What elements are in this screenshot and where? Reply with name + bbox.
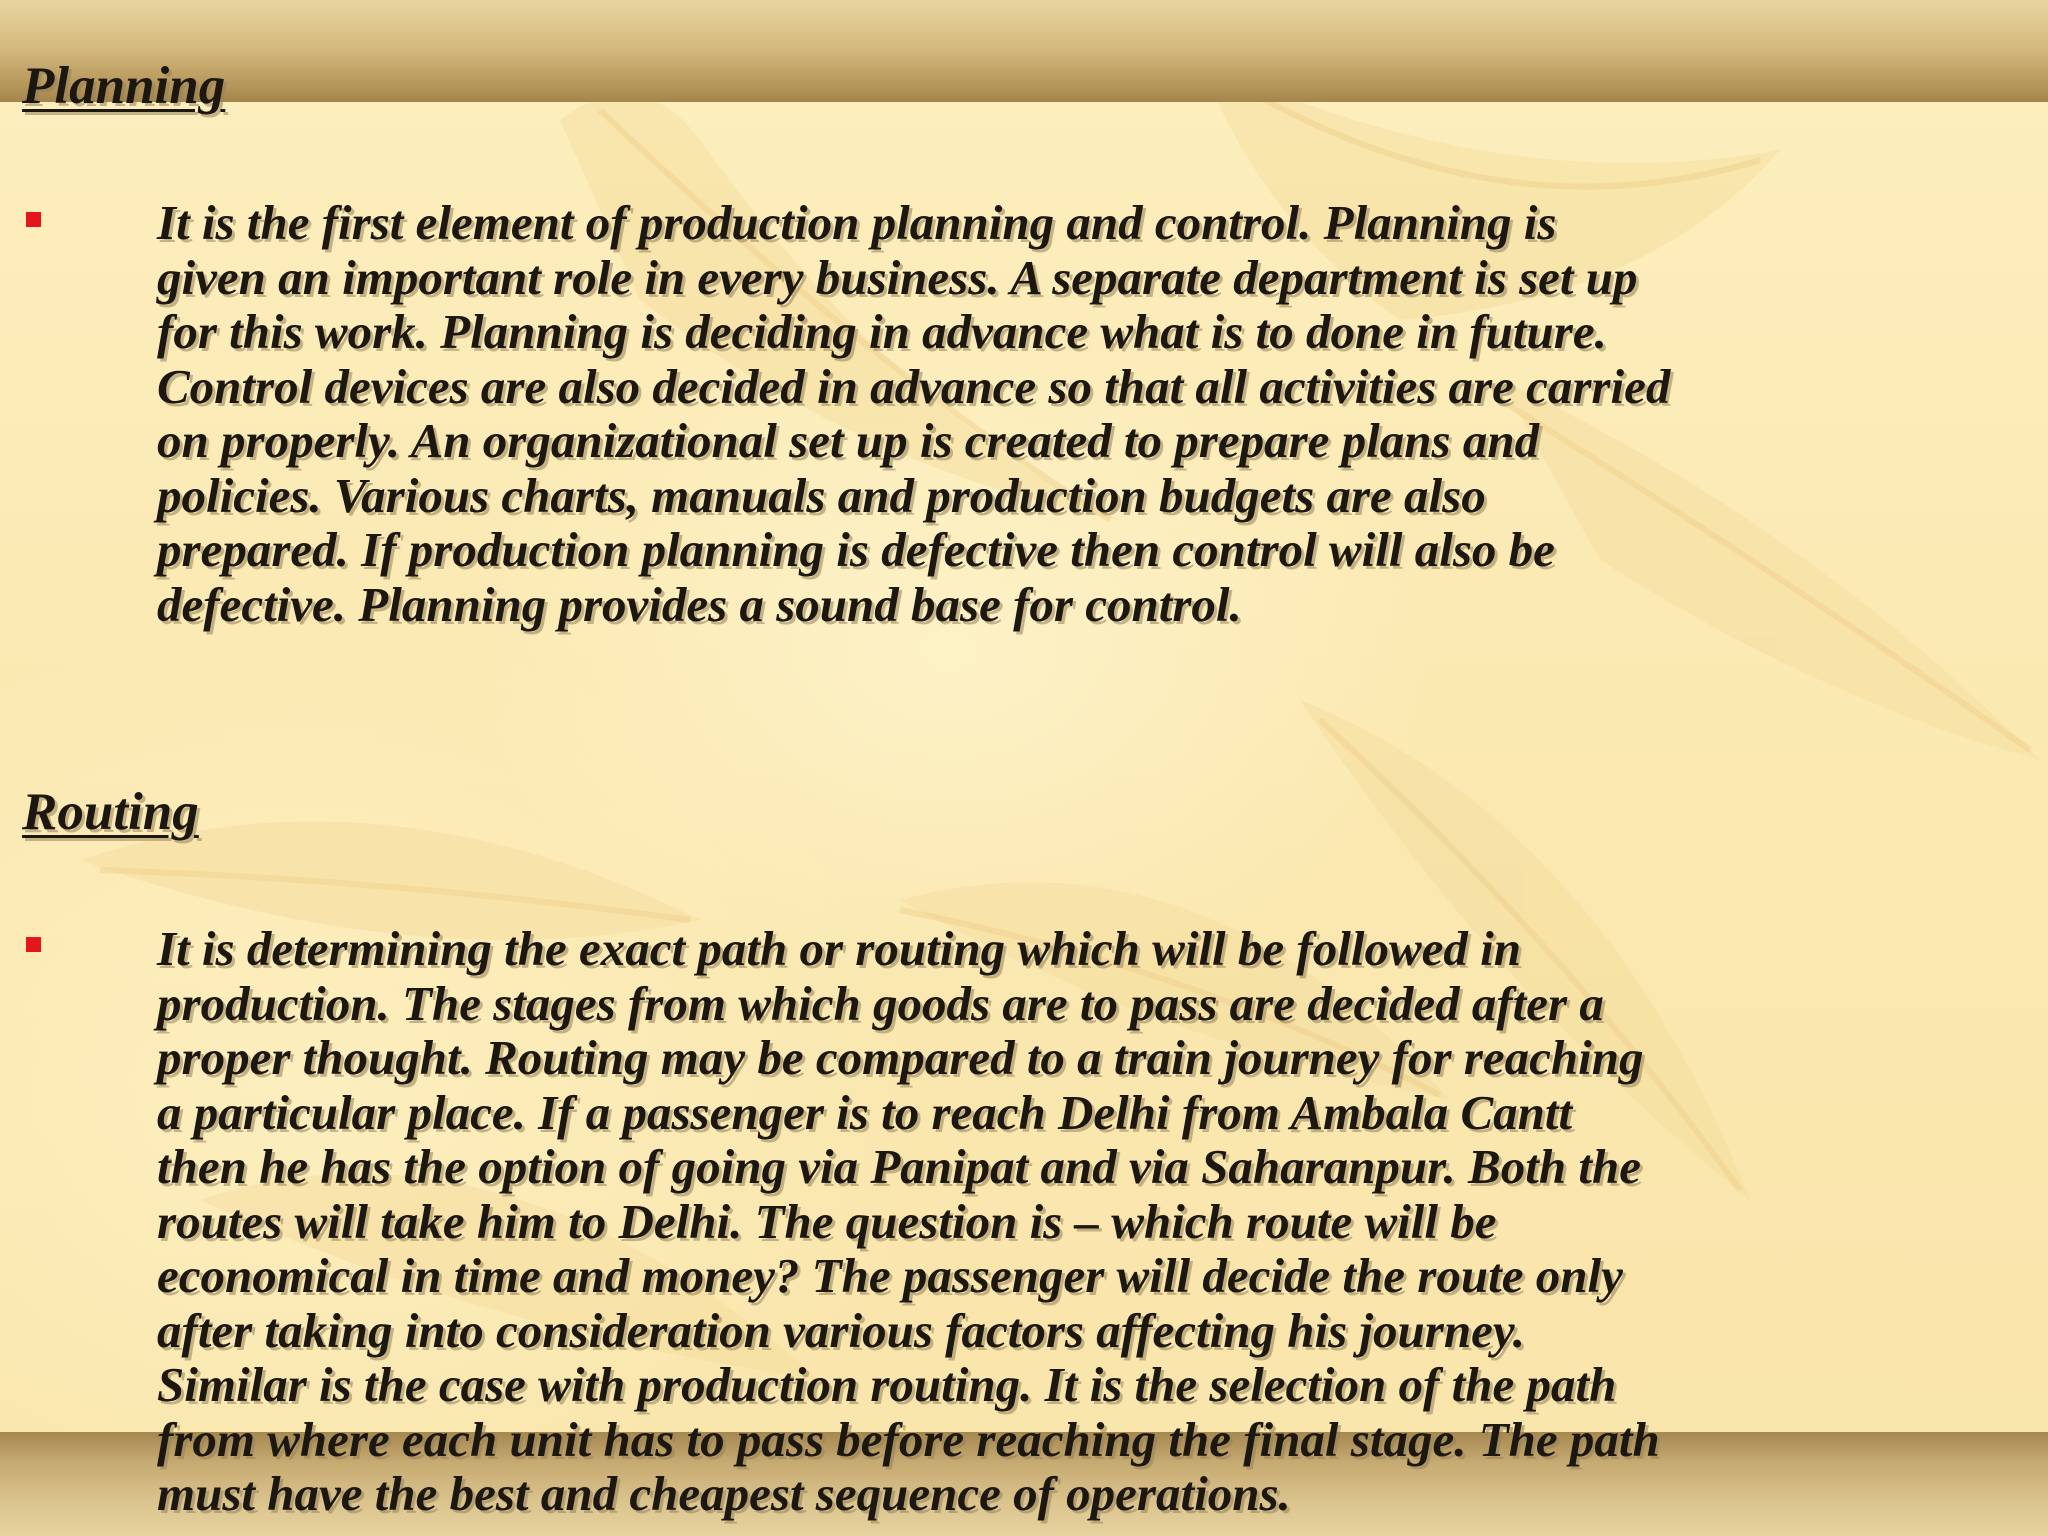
paragraph-line: a particular place. If a passenger is to reach Delhi from Ambala Cantt bbox=[157, 1084, 1573, 1140]
square-bullet-icon bbox=[26, 212, 41, 227]
paragraph-line: economical in time and money? The passenger will decide the route only bbox=[157, 1248, 1623, 1303]
paragraph-line: It is the first element of production planning and control. Planning is bbox=[157, 195, 1557, 250]
paragraph-line: Control devices are also decided in advance so that all activities are carried bbox=[157, 358, 1671, 414]
paragraph-line: from where each unit has to pass before reaching the final stage. The path bbox=[157, 1411, 1660, 1467]
planning-paragraph bbox=[157, 196, 2037, 632]
paragraph-line: must have the best and cheapest sequence of operations. bbox=[157, 1466, 1291, 1521]
routing-paragraph bbox=[157, 922, 2037, 1522]
paragraph-line: proper thought. Routing may be compared to a train journey for reaching bbox=[157, 1030, 1644, 1085]
section-heading-planning: Planning bbox=[22, 57, 226, 115]
paragraph-line: defective. Planning provides a sound base for control. bbox=[157, 576, 1242, 632]
paragraph-line: prepared. If production planning is defective then control will also be bbox=[157, 522, 1555, 577]
paragraph-line: routes will take him to Delhi. The question is – which route will be bbox=[157, 1193, 1497, 1249]
paragraph-line: after taking into consideration various factors affecting his journey. bbox=[157, 1302, 1526, 1358]
paragraph-line: for this work. Planning is deciding in advance what is to done in future. bbox=[157, 304, 1607, 359]
header-band bbox=[0, 0, 2048, 102]
paragraph-line: production. The stages from which goods are to pass are decided after a bbox=[157, 975, 1604, 1031]
paragraph-line: Similar is the case with production routing. It is the selection of the path bbox=[157, 1357, 1617, 1412]
square-bullet-icon bbox=[26, 937, 41, 952]
paragraph-line: policies. Various charts, manuals and production budgets are also bbox=[157, 467, 1486, 523]
paragraph-line: It is determining the exact path or routing which will be followed in bbox=[157, 921, 1522, 976]
paragraph-line: given an important role in every business. A separate department is set up bbox=[157, 249, 1638, 305]
section-heading-routing: Routing bbox=[22, 783, 199, 841]
paragraph-line: on properly. An organizational set up is created to prepare plans and bbox=[157, 413, 1540, 468]
paragraph-line: then he has the option of going via Panipat and via Saharanpur. Both the bbox=[157, 1139, 1641, 1194]
